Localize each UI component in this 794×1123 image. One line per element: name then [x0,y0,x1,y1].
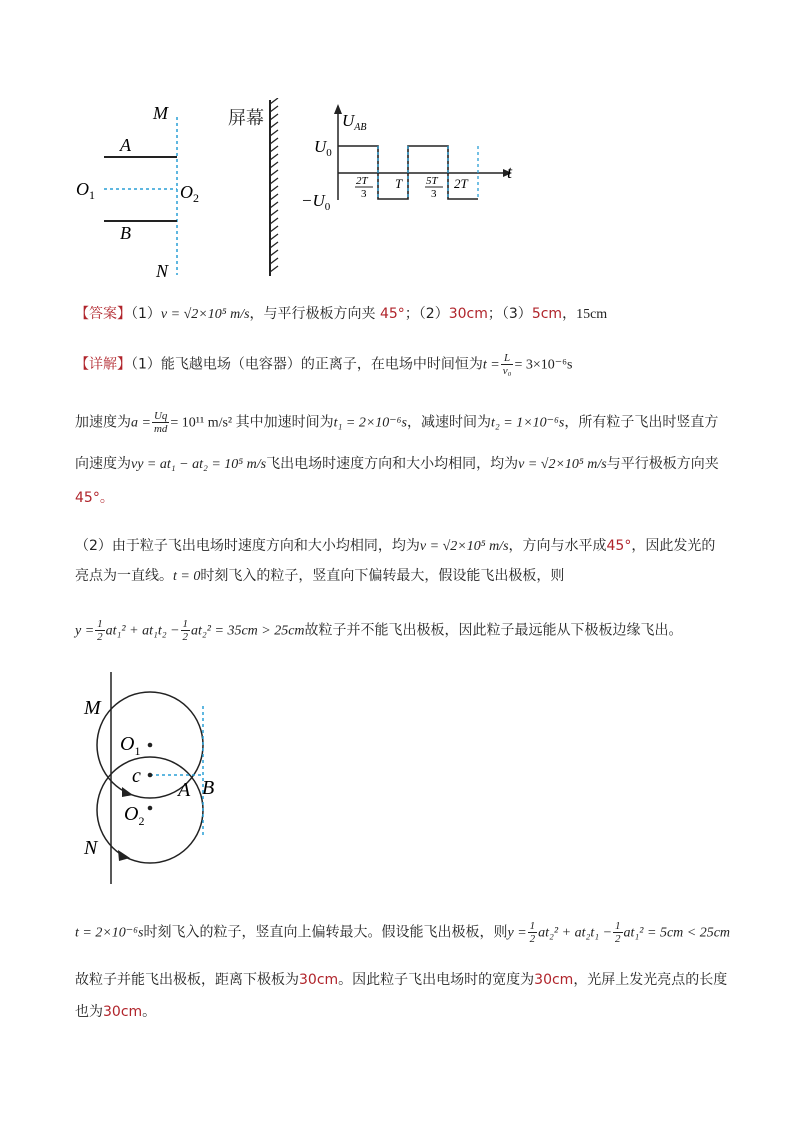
detail-line-6: 亮点为一直线。t = 0时刻飞入的粒子，竖直向下偏转最大，假设能飞出极板，则 [75,568,565,584]
label-A: A [178,779,191,801]
label-B: B [202,777,215,799]
u-axis-arrow [334,104,342,114]
label-neg-U0: $-U_0$ [301,191,331,213]
detail-line-9: 故粒子并能飞出极板，距离下极板为30cm。因此粒子飞出电场时的宽度为30cm，光屏上发光亮点的长度 [75,972,728,988]
tick-T: T [395,176,403,191]
screen-wall [262,98,282,280]
label-O1: $O_1$ [76,179,95,202]
detail-tag: 【详解】 [75,356,131,373]
label-t: t [507,162,513,182]
label-UAB: $U_{AB}$ [342,111,367,133]
label-A: A [120,135,131,155]
label-U0: $U_0$ [314,137,332,159]
label-M: M [153,103,168,123]
point-c [148,773,153,778]
tick-2T: 2T [454,176,468,191]
point-O1 [148,743,153,748]
label-c: c [132,765,141,787]
detail-line-3: 向速度为vy = at₁ − at₂ = 10⁵ m/s飞出电场时速度方向和大小均相同，均为v = √2×10⁵ m/s与平行极板方向夹 [75,456,719,472]
label-O2: $O_2$ [180,182,199,205]
label-B: B [120,223,131,243]
detail-line-1: 【详解】（1）能飞越电场（电容器）的正离子，在电场中时间恒为t = $\frac{L}{\text{v₀}}$ = 3×10⁻⁶s [75,352,573,377]
arrow-lower [118,850,130,861]
tick-2T3-num: 2T [356,175,368,187]
label-N: N [84,837,98,859]
label-N: N [156,261,169,281]
detail-line-4: 45°。 [75,490,114,506]
detail-line-8: t = 2×10⁻⁶s时刻飞入的粒子，竖直向上偏转最大。假设能飞出极板，则y = $\frac{1}{2}$ at₂² + at₂t₁ − $\frac{1}{2}$ at₁² = 5cm < 25cm [75,920,731,945]
answer-r3a: 5cm [531,306,563,322]
tick-2T3-den: 3 [361,188,367,200]
arrow-upper [122,787,133,797]
answer-v-expr: v = √2×10⁵ m/s [160,307,250,322]
frac-L-over-v0: $\frac{L}{\text{v₀}}$ [502,352,512,377]
label-O2: $O_2$ [124,803,145,828]
label-O1: $O_1$ [120,733,141,758]
frac-Uq-over-md: $\frac{Uq}{md}$ [153,410,168,435]
label-M: M [84,697,101,719]
tick-5T3-den: 3 [431,188,437,200]
circles-figure [78,670,228,892]
detail-line-5: （2）由于粒子飞出电场时速度方向和大小均相同，均为v = √2×10⁵ m/s，方向与水平成45°，因此发光的 [75,538,716,554]
detail-line-2: 加速度为a = $\frac{Uq}{md}$ = 10¹¹ m/s² 其中加速时间为t₁ = 2×10⁻⁶s，减速时间为t₂ = 1×10⁻⁶s，所有粒子飞出时竖直方 [75,410,719,435]
answer-line: 【答案】（1）v = √2×10⁵ m/s，与平行极板方向夹 45°；（2）30cm；（3）5cm，15cm [75,306,608,322]
detail-line-10: 也为30cm。 [75,1004,157,1020]
point-O2 [148,806,153,811]
answer-r3b: 15cm [576,307,608,322]
answer-r2: 30cm [448,306,488,322]
answer-angle: 45° [379,306,405,322]
answer-tag: 【答案】 [75,306,131,322]
screen-label: 屏幕 [228,108,264,129]
tick-5T3-num: 5T [426,175,438,187]
voltage-waveform-figure [298,100,528,215]
detail-line-7: y = $\frac{1}{2}$ at₁² + at₁t₂ − $\frac{1}{2}$ at₂² = 35cm > 25cm故粒子并不能飞出极板，因此粒子最远能从下极板边缘飞出。 [75,618,683,643]
